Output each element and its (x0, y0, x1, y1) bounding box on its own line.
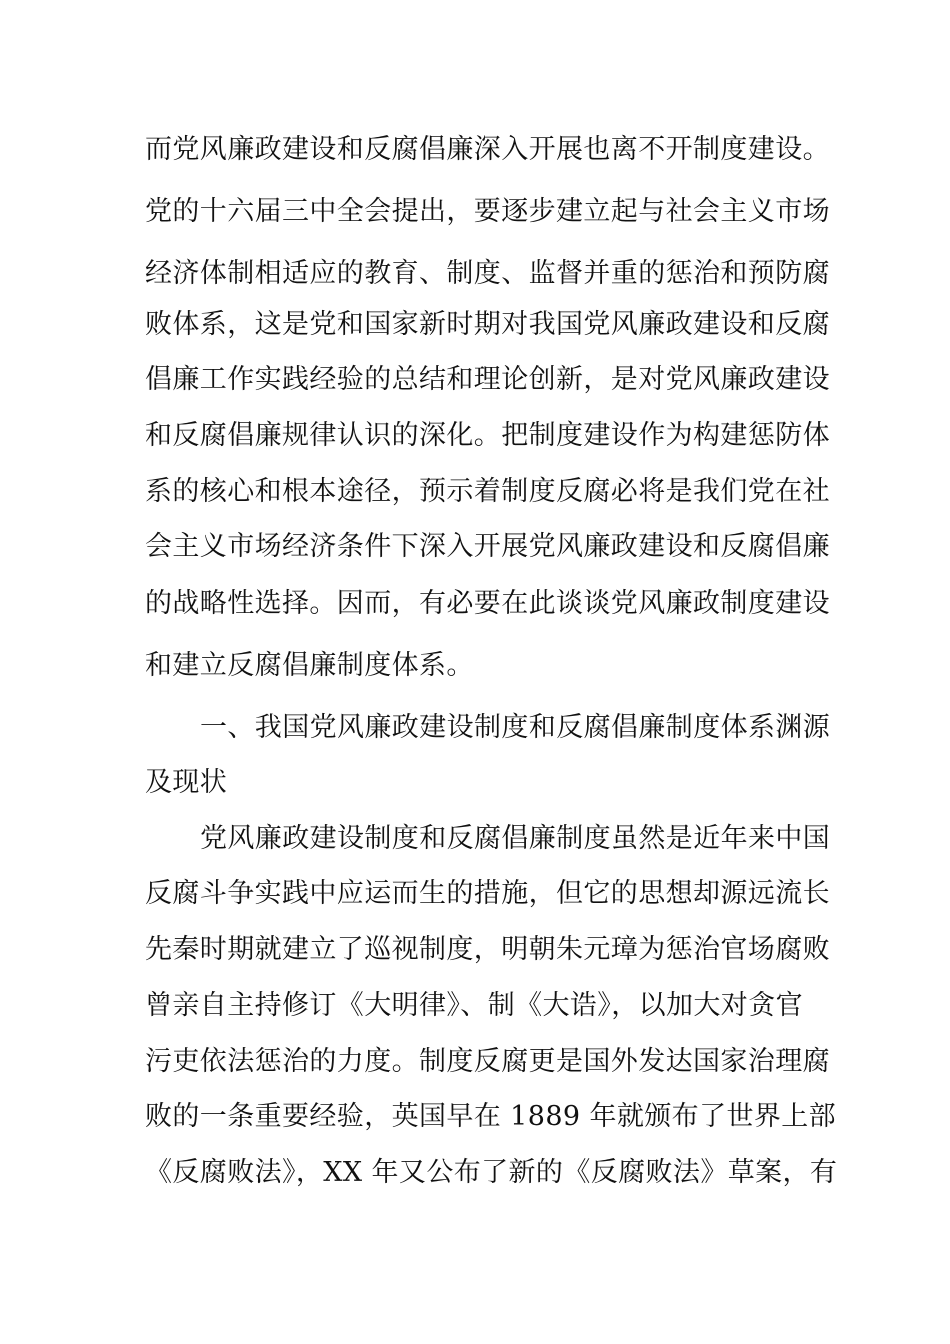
paragraph-line: 经济体制相适应的教育、制度、监督并重的惩治和预防腐 (145, 258, 830, 289)
section-heading-line: 一、我国党风廉政建设制度和反腐倡廉制度体系渊源 (200, 712, 831, 743)
paragraph-line: 《反腐败法》，XX 年又公布了新的《反腐败法》草案，有 (145, 1157, 838, 1188)
paragraph-line: 的战略性选择。因而，有必要在此谈谈党风廉政制度建设 (145, 588, 830, 619)
paragraph-line: 会主义市场经济条件下深入开展党风廉政建设和反腐倡廉 (145, 531, 830, 562)
paragraph-line: 污吏依法惩治的力度。制度反腐更是国外发达国家治理腐 (145, 1046, 830, 1077)
paragraph-line: 曾亲自主持修订《大明律》、制《大诰》，以加大对贪官 (145, 990, 803, 1021)
paragraph-line: 党风廉政建设制度和反腐倡廉制度虽然是近年来中国 (200, 823, 831, 854)
paragraph-line: 系的核心和根本途径，预示着制度反腐必将是我们党在社 (145, 476, 830, 507)
paragraph-line: 先秦时期就建立了巡视制度，明朝朱元璋为惩治官场腐败 (145, 934, 830, 965)
section-heading-line: 及现状 (145, 767, 228, 798)
paragraph-line: 而党风廉政建设和反腐倡廉深入开展也离不开制度建设。 (145, 134, 830, 165)
paragraph-line: 和建立反腐倡廉制度体系。 (145, 650, 474, 681)
paragraph-line: 败体系，这是党和国家新时期对我国党风廉政建设和反腐 (145, 309, 830, 340)
paragraph-line: 和反腐倡廉规律认识的深化。把制度建设作为构建惩防体 (145, 420, 830, 451)
paragraph-line: 反腐斗争实践中应运而生的措施，但它的思想却源远流长 (145, 878, 830, 909)
paragraph-line: 败的一条重要经验，英国早在 1889 年就颁布了世界上部 (145, 1101, 837, 1132)
paragraph-line: 党的十六届三中全会提出，要逐步建立起与社会主义市场 (145, 196, 830, 227)
paragraph-line: 倡廉工作实践经验的总结和理论创新，是对党风廉政建设 (145, 364, 830, 395)
